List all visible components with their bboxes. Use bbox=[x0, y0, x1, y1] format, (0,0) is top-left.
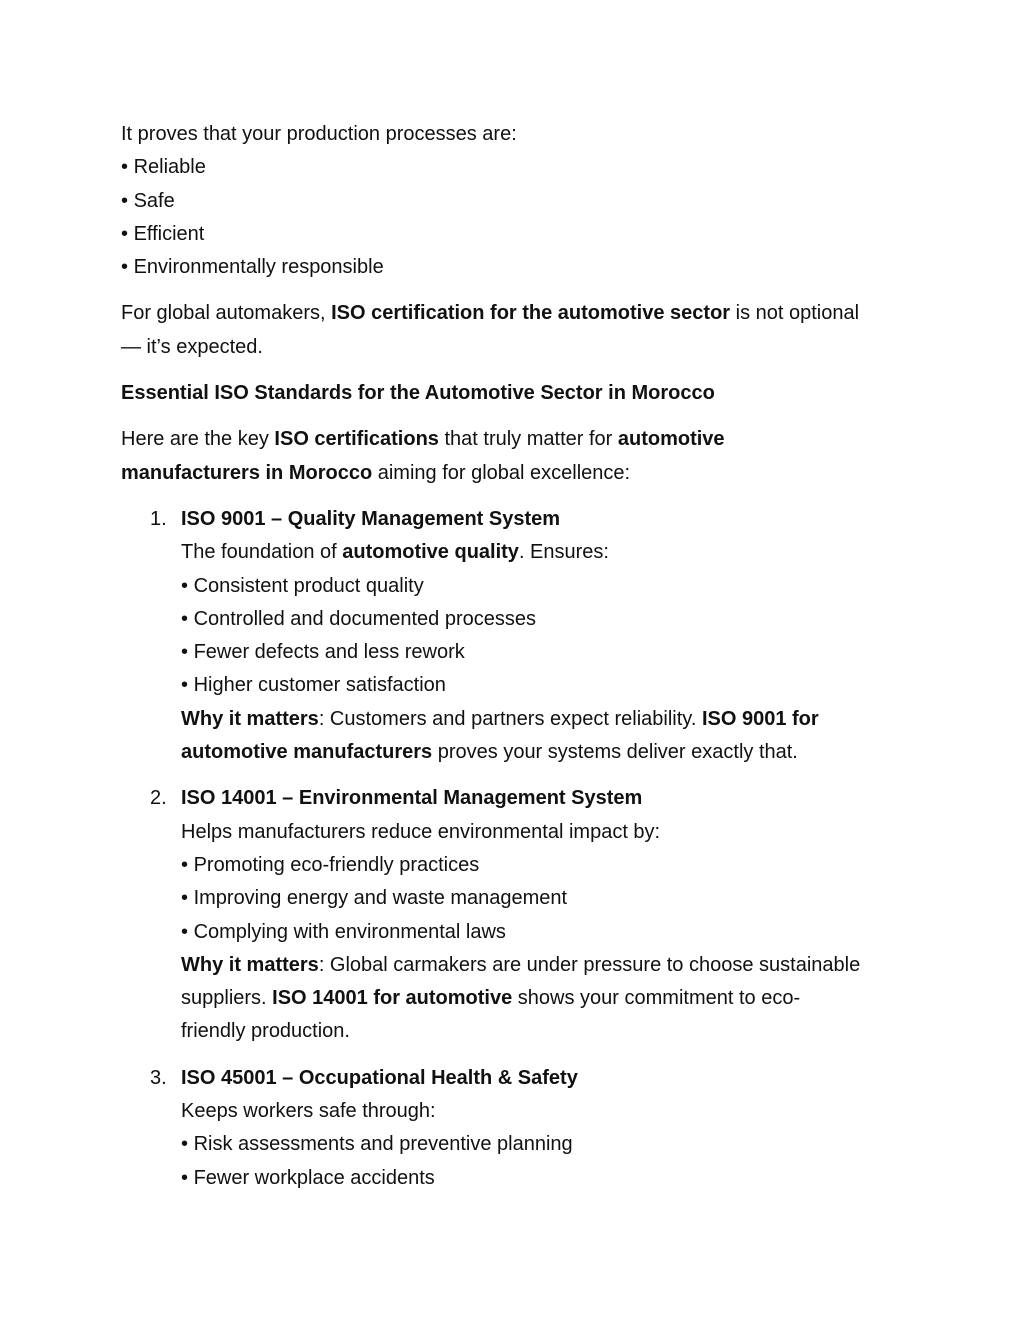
standard-bullet: • Higher customer satisfaction bbox=[181, 669, 911, 702]
standard-desc: . Ensures: bbox=[518, 541, 609, 564]
standard-bullet: • Fewer workplace accidents bbox=[181, 1162, 911, 1195]
standard-title: ISO 45001 – Occupational Health & Safety bbox=[181, 1066, 578, 1089]
standard-desc-bold: automotive quality bbox=[342, 541, 519, 564]
list-number: 2. bbox=[150, 787, 167, 810]
intro-bullet: • Reliable bbox=[121, 151, 911, 184]
standards-list bbox=[121, 503, 911, 1195]
key-text: Here are the key bbox=[121, 428, 275, 451]
global-text: For global automakers, bbox=[121, 302, 332, 325]
standard-bullet: • Controlled and documented processes bbox=[181, 603, 911, 636]
global-text: is not optional bbox=[730, 302, 860, 325]
standard-bullet: • Complying with environmental laws bbox=[181, 916, 911, 949]
standard-title: ISO 9001 – Quality Management System bbox=[181, 507, 561, 530]
standard-bullet: • Risk assessments and preventive planning bbox=[181, 1128, 911, 1161]
list-number: 1. bbox=[150, 507, 167, 530]
intro-lead: It proves that your production processes are: bbox=[121, 123, 517, 145]
standard-bullet: • Improving energy and waste management bbox=[181, 882, 911, 915]
intro-bullet: • Safe bbox=[121, 185, 911, 218]
intro-section bbox=[121, 118, 911, 284]
why-bold: automotive manufacturers bbox=[181, 741, 433, 764]
list-number: 3. bbox=[150, 1066, 167, 1089]
document-page bbox=[121, 118, 911, 1195]
standard-title: ISO 14001 – Environmental Management System bbox=[181, 787, 643, 810]
why-text: friendly production. bbox=[181, 1020, 350, 1043]
standard-desc: The foundation of bbox=[181, 541, 343, 564]
standard-item bbox=[121, 782, 911, 1048]
global-bold: ISO certification for the automotive sector bbox=[331, 302, 731, 325]
standard-desc: Helps manufacturers reduce environmental impact by: bbox=[181, 820, 661, 843]
why-text: shows your commitment to eco- bbox=[512, 987, 801, 1010]
global-paragraph bbox=[121, 297, 911, 364]
standard-bullet: • Promoting eco-friendly practices bbox=[181, 849, 911, 882]
why-label: Why it matters bbox=[181, 953, 319, 976]
key-bold: automotive bbox=[617, 428, 725, 451]
intro-bullet: • Environmentally responsible bbox=[121, 251, 911, 284]
why-text: : Global carmakers are under pressure to choose sustainable bbox=[318, 953, 861, 976]
intro-bullet: • Efficient bbox=[121, 218, 911, 251]
why-bold: ISO 9001 for bbox=[701, 707, 819, 730]
key-bold: manufacturers in Morocco bbox=[121, 461, 373, 484]
standard-bullet: • Fewer defects and less rework bbox=[181, 636, 911, 669]
why-text: : Customers and partners expect reliability. bbox=[318, 707, 702, 730]
why-bold: ISO 14001 for automotive bbox=[272, 987, 513, 1010]
key-text: that truly matter for bbox=[438, 428, 618, 451]
standard-bullet: • Consistent product quality bbox=[181, 570, 911, 603]
standard-item bbox=[121, 1062, 911, 1195]
key-paragraph bbox=[121, 423, 911, 490]
standard-item bbox=[121, 503, 911, 769]
global-text-line2: — it’s expected. bbox=[121, 335, 263, 358]
key-bold: ISO certifications bbox=[274, 428, 439, 451]
why-text: suppliers. bbox=[181, 987, 273, 1010]
key-text: aiming for global excellence: bbox=[372, 461, 631, 484]
why-text: proves your systems deliver exactly that. bbox=[432, 741, 798, 764]
section-heading: Essential ISO Standards for the Automotive Sector in Morocco bbox=[121, 382, 715, 405]
why-label: Why it matters bbox=[181, 707, 319, 730]
standard-desc: Keeps workers safe through: bbox=[181, 1100, 436, 1123]
